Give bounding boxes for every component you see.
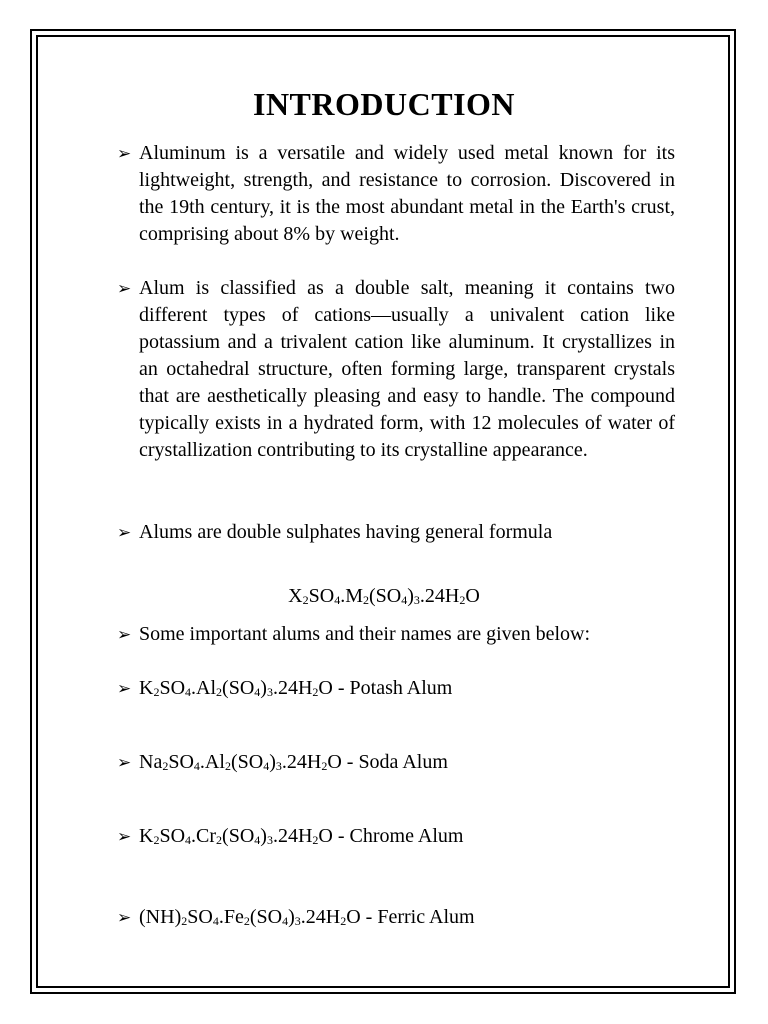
alum-name: Chrome Alum [349,825,464,847]
alum-formula: $Na_2SO_4.Al_2(SO_4)_3.24H_2O$ [139,751,342,773]
arrow-bullet-icon: ➢ [117,908,132,927]
bullet-aluminum [117,140,675,248]
arrow-bullet-icon: ➢ [117,827,132,846]
bullet-alum-double-salt [117,275,675,464]
alum-name: Potash Alum [349,677,453,699]
alum-name: Ferric Alum [377,906,475,928]
arrow-bullet-icon: ➢ [117,523,132,542]
arrow-bullet-icon: ➢ [117,144,132,163]
arrow-bullet-icon: ➢ [117,753,132,772]
paragraph-important-alums: Some important alums and their names are given below: [139,623,590,645]
alum-item: ➢ $Na_2SO_4.Al_2(SO_4)_3.24H_2O$ - Soda Alum [117,749,448,776]
alum-item: ➢ $(NH)_2SO_4.Fe_2(SO_4)_3.24H_2O$ - Ferric Alum [117,904,475,931]
arrow-bullet-icon: ➢ [117,625,132,644]
arrow-bullet-icon: ➢ [117,279,132,298]
bullet-important-alums [117,621,590,648]
alum-formula: $K_2SO_4.Cr_2(SO_4)_3.24H_2O$ [139,825,333,847]
alum-item: ➢ $K_2SO_4.Al_2(SO_4)_3.24H_2O$ - Potash Alum [117,675,452,702]
alum-name: Soda Alum [358,751,448,773]
alum-formula: $(NH)_2SO_4.Fe_2(SO_4)_3.24H_2O$ [139,906,361,928]
arrow-bullet-icon: ➢ [117,679,132,698]
alum-item: ➢ $K_2SO_4.Cr_2(SO_4)_3.24H_2O$ - Chrome Alum [117,823,463,850]
paragraph-general-formula: Alums are double sulphates having general formula [139,521,553,543]
general-formula: $X_2SO_4.M_2(SO_4)_3.24H_2O$ [288,585,480,607]
alum-formula: $K_2SO_4.Al_2(SO_4)_3.24H_2O$ [139,677,333,699]
paragraph-aluminum: Aluminum is a versatile and widely used metal known for its lightweight, strength, and resistance to corrosion. Discovered in the 19th century, it is the most abundant metal in the Earth's crust, comprising about 8% by weight. [139,142,675,245]
bullet-general-formula [117,519,552,546]
page-title: INTRODUCTION [252,86,516,122]
paragraph-alum: Alum is classified as a double salt, meaning it contains two different types of cations—usually a univalent cation like potassium and a trivalent cation like aluminum. It crystallizes in an octahedral structure, often forming large, transparent crystals that are aesthetically pleasing and easy to handle. The compound typically exists in a hydrated form, with 12 molecules of water of crystallization contributing to its crystalline appearance. [139,277,675,461]
